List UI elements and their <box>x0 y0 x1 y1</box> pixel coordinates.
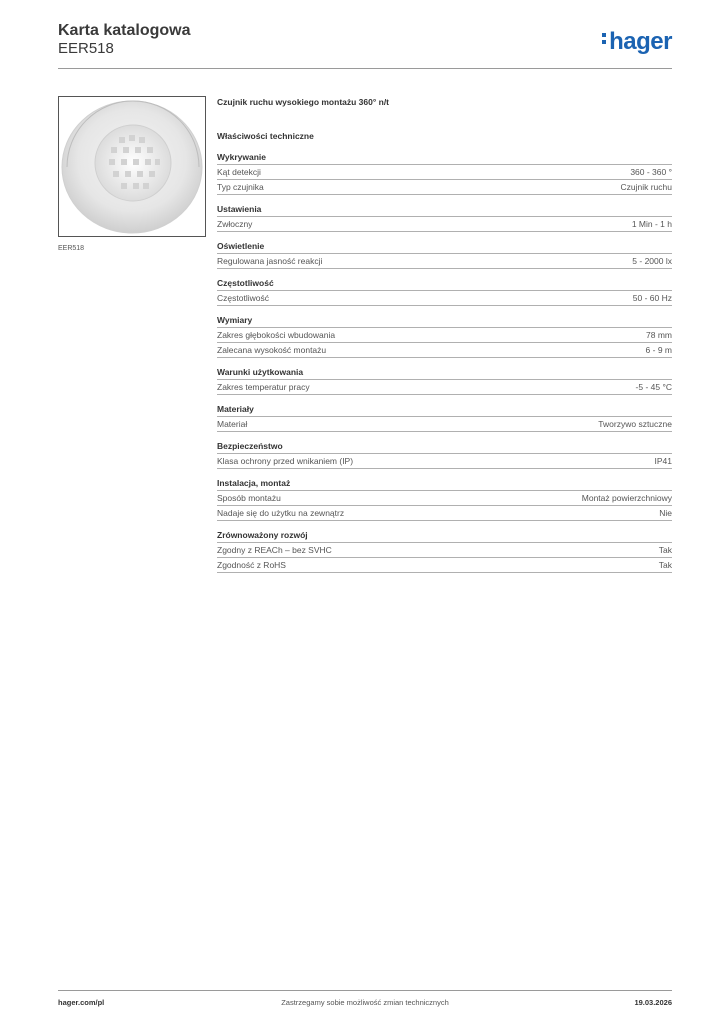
property-label: Zgodny z REACh – bez SVHC <box>217 545 332 555</box>
property-label: Częstotliwość <box>217 293 269 303</box>
property-row <box>217 417 672 432</box>
section-title: Oświetlenie <box>217 240 672 254</box>
property-value: 360 - 360 ° <box>630 167 672 177</box>
property-value: Tworzywo sztuczne <box>598 419 672 429</box>
page-header <box>58 21 672 69</box>
property-row <box>217 454 672 469</box>
property-value: 78 mm <box>646 330 672 340</box>
property-section <box>217 277 672 306</box>
property-row <box>217 506 672 521</box>
hager-logo <box>602 28 672 56</box>
footer-divider <box>58 990 672 991</box>
motion-sensor-illustration <box>59 97 205 236</box>
property-section <box>217 151 672 195</box>
properties-title: Właściwości techniczne <box>217 131 314 141</box>
logo-dots-icon <box>602 30 607 47</box>
property-label: Zwłoczny <box>217 219 253 229</box>
property-row <box>217 254 672 269</box>
property-value: 5 - 2000 lx <box>632 256 672 266</box>
property-value: Montaż powierzchniowy <box>581 493 672 503</box>
property-value: Tak <box>658 545 672 555</box>
section-title: Zrównoważony rozwój <box>217 529 672 543</box>
property-label: Kąt detekcji <box>217 167 261 177</box>
header-divider <box>58 68 672 69</box>
property-row <box>217 328 672 343</box>
property-label: Zgodność z RoHS <box>217 560 286 570</box>
property-value: 6 - 9 m <box>645 345 672 355</box>
property-value: Nie <box>659 508 672 518</box>
property-label: Nadaje się do użytku na zewnątrz <box>217 508 345 518</box>
section-title: Częstotliwość <box>217 277 672 291</box>
property-value: 50 - 60 Hz <box>632 293 672 303</box>
property-label: Regulowana jasność reakcji <box>217 256 323 266</box>
section-title: Wymiary <box>217 314 672 328</box>
property-section <box>217 529 672 573</box>
property-row <box>217 558 672 573</box>
product-name: Czujnik ruchu wysokiego montażu 360° n/t <box>217 97 390 107</box>
section-title: Ustawienia <box>217 203 672 217</box>
section-title: Materiały <box>217 403 672 417</box>
property-label: Zalecana wysokość montażu <box>217 345 327 355</box>
property-section <box>217 366 672 395</box>
property-row <box>217 217 672 232</box>
document-title: Karta katalogowa <box>58 22 191 39</box>
section-title: Wykrywanie <box>217 151 672 165</box>
property-value: IP41 <box>654 456 672 466</box>
property-value: Czujnik ruchu <box>620 182 672 192</box>
property-row <box>217 543 672 558</box>
property-row <box>217 180 672 195</box>
section-title: Instalacja, montaż <box>217 477 672 491</box>
property-label: Sposób montażu <box>217 493 281 503</box>
property-label: Zakres temperatur pracy <box>217 382 310 392</box>
property-label: Klasa ochrony przed wnikaniem (IP) <box>217 456 354 466</box>
section-title: Bezpieczeństwo <box>217 440 672 454</box>
property-row <box>217 291 672 306</box>
footer-disclaimer: Zastrzegamy sobie możliwość zmian technicznych <box>281 998 449 1007</box>
property-section <box>217 403 672 432</box>
footer-website: hager.com/pl <box>58 998 105 1007</box>
properties-sections <box>217 151 672 573</box>
property-value: Tak <box>658 560 672 570</box>
property-label: Materiał <box>217 419 248 429</box>
property-section <box>217 240 672 269</box>
product-code: EER518 <box>58 40 114 57</box>
property-row <box>217 380 672 395</box>
property-section <box>217 314 672 358</box>
section-title: Warunki użytkowania <box>217 366 672 380</box>
property-section <box>217 203 672 232</box>
property-value: 1 Min - 1 h <box>631 219 672 229</box>
product-details <box>217 96 672 573</box>
property-row <box>217 343 672 358</box>
property-row <box>217 165 672 180</box>
product-image <box>58 96 206 237</box>
property-label: Zakres głębokości wbudowania <box>217 330 336 340</box>
property-row <box>217 491 672 506</box>
property-section <box>217 440 672 469</box>
property-label: Typ czujnika <box>217 182 264 192</box>
footer-date: 19.03.2026 <box>634 998 672 1007</box>
logo-text: hager <box>609 28 672 55</box>
property-section <box>217 477 672 521</box>
image-caption: EER518 <box>58 245 85 252</box>
property-value: -5 - 45 °C <box>635 382 672 392</box>
